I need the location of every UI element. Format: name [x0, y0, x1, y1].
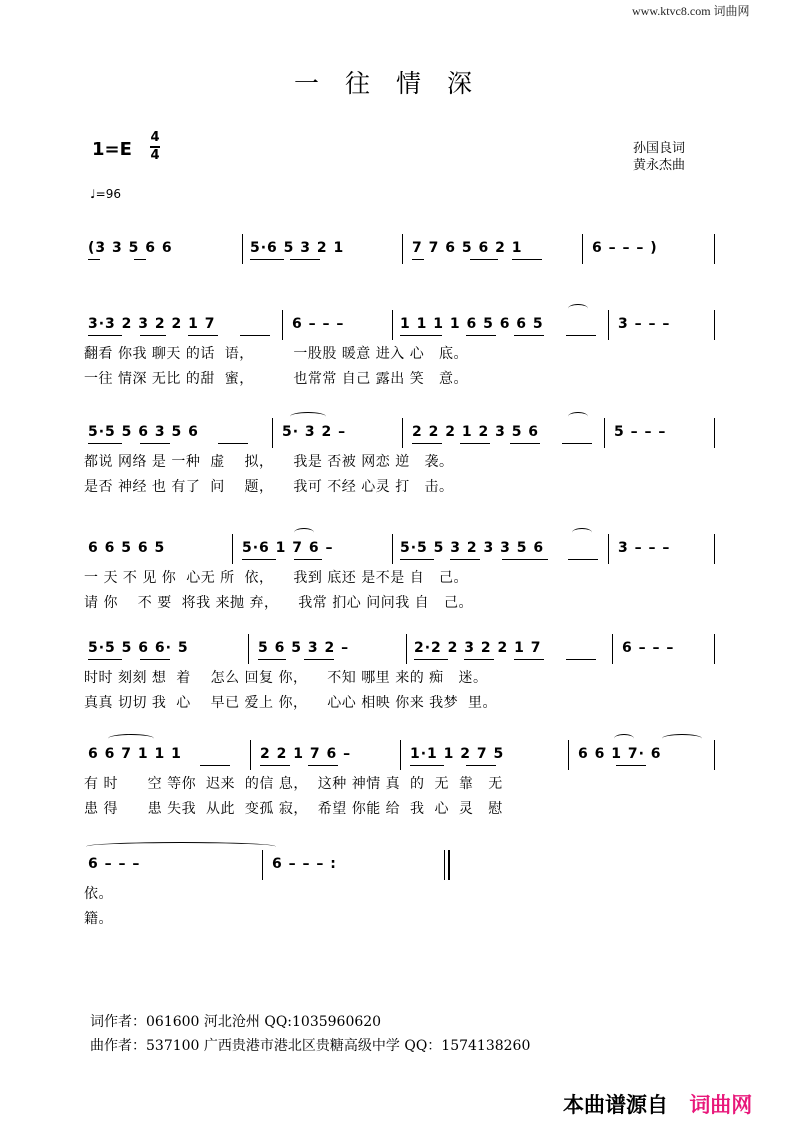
measure: 6 6 1 7· 6 — [578, 746, 662, 762]
measure: 3·3 2 3 2 2 1 7 — [88, 316, 216, 332]
measure: 6 – – – — [622, 640, 675, 656]
score-system-3 — [82, 540, 722, 620]
lyric-line-2: 一往 情深 无比 的甜 蜜， 也常常 自己 露出 笑 意。 — [84, 371, 469, 387]
watermark-brand: 词曲网 — [689, 1093, 753, 1117]
composer-info: 曲作者：537100 广西贵港市港北区贵糖高级中学 QQ：1574138260 — [90, 1038, 531, 1054]
measure: 1·1 1 2 7 5 — [410, 746, 505, 762]
notes-row — [82, 856, 718, 876]
composer-credit: 黄永杰曲 — [633, 158, 686, 173]
measure: 2 2 2 1 2 3 5 6 — [412, 424, 540, 440]
measure: 2·2 2 3 2 2 1 7 — [414, 640, 542, 656]
measure: 5 6 5 3 2 – — [258, 640, 350, 656]
lyric-line-1: 都说 网络 是 一种 虚 拟， 我是 否被 网恋 逆 袭。 — [84, 454, 454, 470]
score-system-intro — [82, 240, 722, 270]
notes-row — [82, 746, 718, 766]
lyric-line-1: 一 天 不 见 你 心无 所 依， 我到 底还 是不是 自 己。 — [84, 570, 469, 586]
time-signature — [150, 131, 160, 163]
lyric-line-2: 真真 切切 我 心 早已 爱上 你， 心心 相映 你来 我梦 里。 — [84, 695, 498, 711]
score-system-2 — [82, 424, 722, 504]
measure: 3 – – – — [618, 316, 671, 332]
key-signature: 1=E — [92, 139, 132, 160]
score-system-4 — [82, 640, 722, 720]
measure: 7 7 6 5 6 2 1 — [412, 240, 523, 256]
measure: 6 6 5 6 5 — [88, 540, 166, 556]
measure: 5·5 5 3 2 3 3 5 6 — [400, 540, 545, 556]
lyric-line-2: 是否 神经 也 有了 问 题， 我可 不经 心灵 打 击。 — [84, 479, 454, 495]
lyric-line-2: 请 你 不 要 将我 来抛 弃， 我常 扪心 问问我 自 己。 — [84, 595, 474, 611]
measure: 6 – – – — [88, 856, 141, 872]
measure: 1 1 1 1 6 5 6 6 5 — [400, 316, 544, 332]
measure: 2 2 1 7 6 – — [260, 746, 352, 762]
measure: 6 – – – : — [272, 856, 337, 872]
lyricist-info: 词作者：061600 河北沧州 QQ:1035960620 — [90, 1014, 382, 1030]
notes-row — [82, 540, 718, 560]
meter-top: 4 — [150, 130, 160, 145]
notes-row — [82, 316, 718, 336]
meter-bottom: 4 — [150, 148, 160, 163]
measure: 5·5 5 6 6· 5 — [88, 640, 189, 656]
lyric-line-1: 依。 — [84, 886, 113, 902]
score-system-1 — [82, 316, 722, 396]
score-system-6 — [82, 856, 722, 926]
lyricist-credit: 孙国良词 — [633, 141, 686, 156]
score-system-5 — [82, 746, 722, 826]
notes-row — [82, 424, 718, 444]
song-title: 一往情深 — [293, 69, 498, 98]
notes-row — [82, 640, 718, 660]
measure: 6 – – – ) — [592, 240, 658, 256]
lyric-line-1: 有 时 空 等你 迟来 的信 息， 这种 神情 真 的 无 靠 无 — [84, 776, 503, 792]
lyric-line-2: 籍。 — [84, 911, 113, 927]
watermark-prefix: 本曲谱源自 — [563, 1093, 668, 1117]
measure: 6 – – – — [292, 316, 345, 332]
watermark-top: www.ktvc8.com 词曲网 — [632, 4, 750, 18]
lyric-line-1: 翻看 你我 聊天 的话 语， 一股股 暖意 进入 心 底。 — [84, 346, 469, 362]
measure: 5· 3 2 – — [282, 424, 347, 440]
measure: 5·5 5 6 3 5 6 — [88, 424, 199, 440]
tempo-marking: ♩=96 — [90, 187, 121, 201]
lyric-line-2: 患 得 患 失我 从此 变孤 寂， 希望 你能 给 我 心 灵 慰 — [84, 801, 503, 817]
measure: 3 – – – — [618, 540, 671, 556]
credits — [633, 140, 685, 174]
measure: 5·6 1 7 6 – — [242, 540, 334, 556]
measure: (3 3 5 6 6 — [88, 240, 173, 256]
measure: 5·6 5 3 2 1 — [250, 240, 345, 256]
lyric-line-1: 时时 刻刻 想 着 怎么 回复 你， 不知 哪里 来的 痴 迷。 — [84, 670, 488, 686]
notes-row — [82, 240, 718, 260]
measure: 6 6 7 1 1 1 — [88, 746, 182, 762]
watermark-bottom — [563, 1089, 752, 1119]
measure: 5 – – – — [614, 424, 667, 440]
